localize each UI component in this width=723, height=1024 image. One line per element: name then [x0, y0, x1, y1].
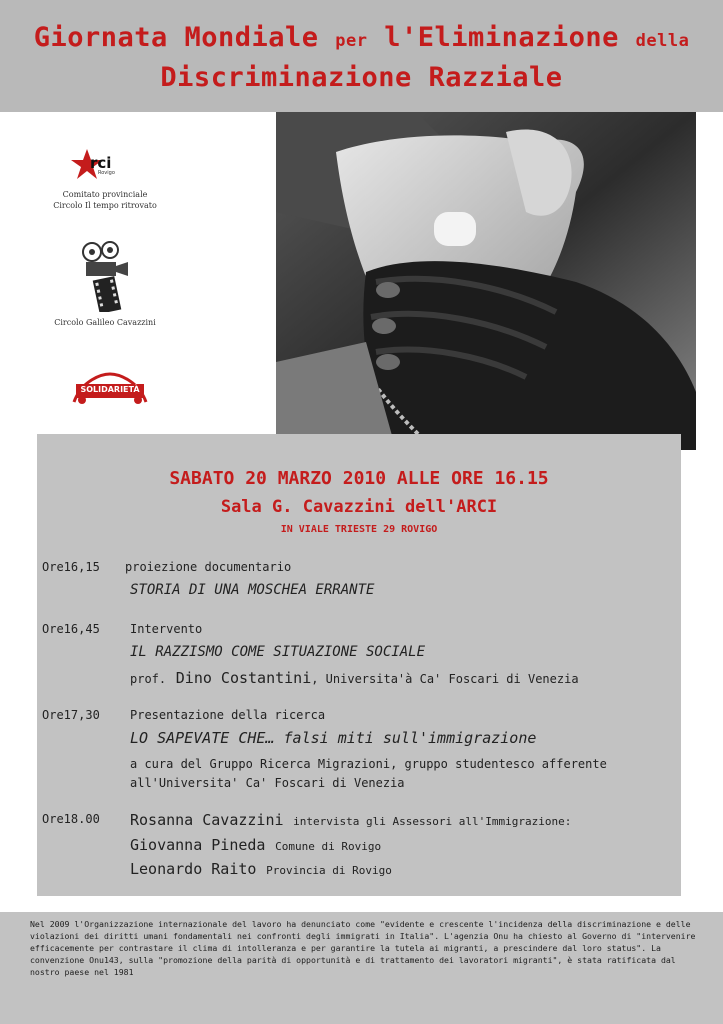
- film-camera-logo: [78, 240, 138, 312]
- program-4-line3: Leonardo Raito Provincia di Rovigo: [130, 860, 392, 878]
- program-2-speaker: prof. Dino Costantini, Universita'à Ca' Foscari di Venezia: [130, 669, 579, 687]
- program-time-2: Ore16,45: [42, 622, 100, 636]
- page-title-line2: Discriminazione Razziale: [160, 62, 563, 93]
- program-4-line2: Giovanna Pineda Comune di Rovigo: [130, 836, 382, 854]
- footer-text: Nel 2009 l'Organizzazione internazionale del lavoro ha denunciato come "evidente e crescente l'incidenza della discriminazione e delle violazioni dei diritti umani fondamentali nei confronti degli immigrati in Italia". L'agenzia Onu ha chiesto al Governo di "intervenire efficacemente per contrastare il clima di intolleranza e per garantire la tutela ai migranti, a prescindere dal loro status". La convenzione Onu143, sulla "promozione della parità di opportunità e di trattamento dei lavoratori migranti", è stata ratificata dal nostro paese nel 1981: [30, 919, 696, 977]
- header-band: [0, 0, 723, 112]
- arci-logo: [60, 148, 150, 180]
- program-2-line1: Intervento: [130, 622, 203, 636]
- event-date: SABATO 20 MARZO 2010 ALLE ORE 16.15: [169, 468, 549, 489]
- event-address: IN VIALE TRIESTE 29 ROVIGO: [280, 524, 438, 535]
- arci-logo-text: rci: [90, 154, 112, 172]
- program-time-3: Ore17,30: [42, 708, 100, 722]
- galileo-caption: Circolo Galileo Cavazzini: [54, 318, 156, 327]
- program-4-line1: Rosanna Cavazzini intervista gli Assessori all'Immigrazione:: [130, 811, 572, 829]
- arci-caption-1: Comitato provinciale: [62, 190, 148, 199]
- program-1-line1: proiezione documentario: [125, 560, 292, 574]
- solidarieta-logo-text: SOLIDARIETÀ: [80, 385, 140, 394]
- program-time-4: Ore18.00: [42, 812, 100, 826]
- solidarieta-logo: [72, 372, 148, 406]
- program-3-title: LO SAPEVATE CHE… falsi miti sull'immigrazione: [130, 729, 537, 747]
- program-2-title: IL RAZZISMO COME SITUAZIONE SOCIALE: [130, 644, 426, 660]
- program-3-line1: Presentazione della ricerca: [130, 708, 326, 722]
- event-venue: Sala G. Cavazzini dell'ARCI: [220, 497, 498, 517]
- program-1-title: STORIA DI UNA MOSCHEA ERRANTE: [130, 582, 375, 598]
- arci-caption-2: Circolo Il tempo ritrovato: [53, 201, 157, 210]
- program-3-line4: all'Universita' Ca' Foscari di Venezia: [130, 776, 405, 790]
- program-3-line3: a cura del Gruppo Ricerca Migrazioni, gruppo studentesco afferente: [130, 757, 607, 771]
- program-time-1: Ore16,15: [42, 560, 100, 574]
- page-title-line1: Giornata Mondiale per l'Eliminazione della: [33, 22, 690, 53]
- arci-logo-sub: Rovigo: [98, 170, 115, 176]
- clasped-hands-photo: [276, 112, 696, 450]
